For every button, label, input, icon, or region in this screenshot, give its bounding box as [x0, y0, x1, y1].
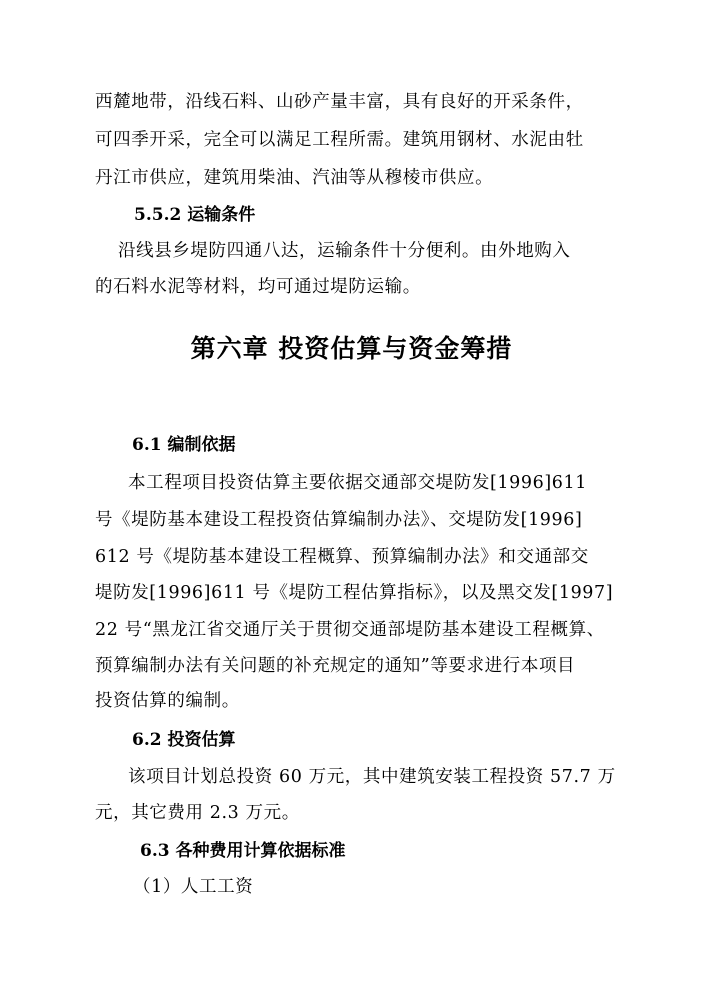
section-heading-6-1: 6.1 编制依据 — [132, 435, 236, 455]
paragraph-line: 号《堤防基本建设工程投资估算编制办法》、交堤防发[1996] — [95, 510, 583, 530]
paragraph-line: 22 号“黑龙江省交通厅关于贯彻交通部堤防基本建设工程概算、 — [95, 620, 605, 640]
section-heading-6-2: 6.2 投资估算 — [132, 730, 236, 750]
paragraph-line: 沿线县乡堤防四通八达，运输条件十分便利。由外地购入 — [118, 241, 571, 261]
paragraph-line: 本工程项目投资估算主要依据交通部交堤防发[1996]611 — [128, 473, 587, 493]
chapter-title: 第六章 投资估算与资金筹措 — [190, 334, 513, 363]
paragraph-line: 612 号《堤防基本建设工程概算、预算编制办法》和交通部交 — [95, 547, 589, 567]
paragraph-line: 堤防发[1996]611 号《堤防工程估算指标》，以及黑交发[1997] — [95, 583, 614, 603]
paragraph-line: 元，其它费用 2.3 万元。 — [95, 803, 300, 823]
section-heading-6-3: 6.3 各种费用计算依据标准 — [140, 841, 346, 861]
section-heading-5-5-2: 5.5.2 运输条件 — [134, 205, 256, 225]
paragraph-line: 丹江市供应，建筑用柴油、汽油等从穆棱市供应。 — [95, 168, 494, 188]
paragraph-line: 可四季开采，完全可以满足工程所需。建筑用钢材、水泥由牡 — [95, 130, 584, 150]
paragraph-line: 西麓地带，沿线石料、山砂产量丰富，具有良好的开采条件， — [95, 92, 584, 112]
paragraph-line: 预算编制办法有关问题的补充规定的通知”等要求进行本项目 — [95, 656, 576, 676]
paragraph-line: 投资估算的编制。 — [95, 691, 240, 711]
paragraph-line: 的石料水泥等材料，均可通过堤防运输。 — [95, 277, 421, 297]
list-item: （1）人工工资 — [133, 877, 254, 897]
paragraph-line: 该项目计划总投资 60 万元，其中建筑安装工程投资 57.7 万 — [128, 767, 616, 787]
